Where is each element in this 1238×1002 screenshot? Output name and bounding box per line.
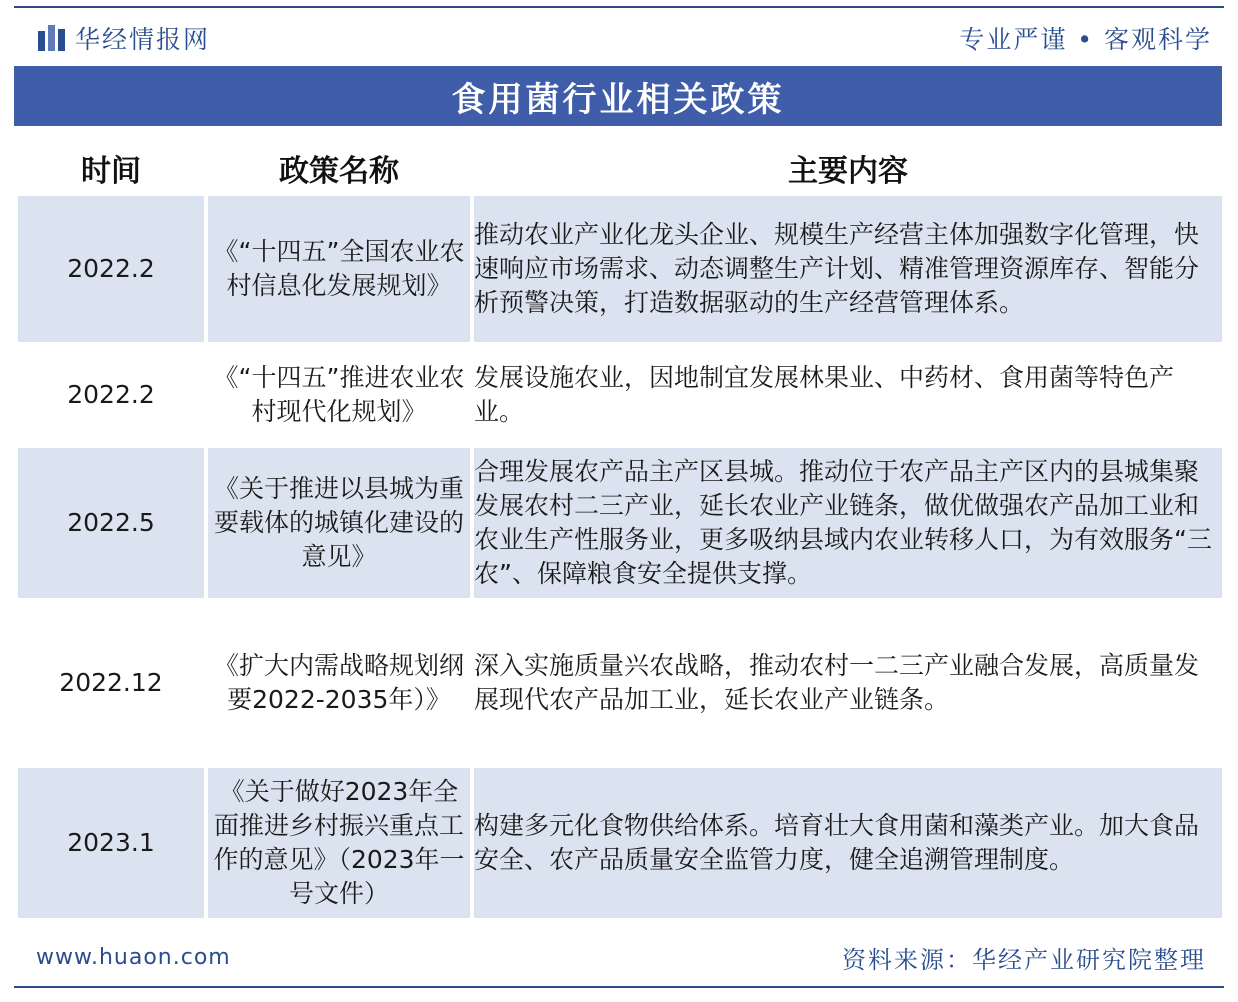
row-time: 2022.12 xyxy=(18,603,204,763)
brand-name: 华经情报网 xyxy=(75,25,211,54)
row-time: 2023.1 xyxy=(18,768,204,918)
table-header-row xyxy=(18,145,1222,191)
row-policy-name: 《扩大内需战略规划纲要2022-2035年）》 xyxy=(208,603,470,763)
row-time: 2022.2 xyxy=(18,347,204,443)
row-time: 2022.2 xyxy=(18,196,204,342)
header-time: 时间 xyxy=(18,145,204,191)
row-policy-name: 《“十四五”推进农业农村现代化规划》 xyxy=(208,347,470,443)
row-content: 发展设施农业，因地制宜发展林果业、中药材、食用菌等特色产业。 xyxy=(474,347,1222,443)
row-content: 构建多元化食物供给体系。培育壮大食用菌和藻类产业。加大食品安全、农产品质量安全监管力度，健全追溯管理制度。 xyxy=(474,768,1222,918)
table-row xyxy=(18,768,1222,918)
table-row xyxy=(18,603,1222,763)
row-content: 推动农业产业化龙头企业、规模生产经营主体加强数字化管理，快速响应市场需求、动态调整生产计划、精准管理资源库存、智能分析预警决策，打造数据驱动的生产经营管理体系。 xyxy=(474,196,1222,342)
header-policy-name: 政策名称 xyxy=(208,145,470,191)
row-content: 合理发展农产品主产区县城。推动位于农产品主产区内的县城集聚发展农村二三产业，延长农业产业链条，做优做强农产品加工业和农业生产性服务业，更多吸纳县域内农业转移人口，为有效服务“三农”、保障粮食安全提供支撑。 xyxy=(474,448,1222,598)
header xyxy=(14,12,1224,64)
row-time: 2022.5 xyxy=(18,448,204,598)
footer-rule xyxy=(14,986,1224,988)
top-rule xyxy=(14,6,1224,8)
header-content: 主要内容 xyxy=(474,145,1222,191)
table-row xyxy=(18,347,1222,443)
row-policy-name: 《“十四五”全国农业农村信息化发展规划》 xyxy=(208,196,470,342)
row-policy-name: 《关于推进以县城为重要载体的城镇化建设的意见》 xyxy=(208,448,470,598)
footer xyxy=(14,934,1224,980)
page-title: 食用菌行业相关政策 xyxy=(14,66,1222,126)
policy-table xyxy=(14,140,1226,923)
row-policy-name: 《关于做好2023年全面推进乡村振兴重点工作的意见》（2023年一号文件） xyxy=(208,768,470,918)
source-note: 资料来源：华经产业研究院整理 xyxy=(842,945,1206,974)
table-row xyxy=(18,196,1222,342)
website-link[interactable]: www.huaon.com xyxy=(36,944,231,970)
slogan: 专业严谨 • 客观科学 xyxy=(959,25,1212,54)
row-content: 深入实施质量兴农战略，推动农村一二三产业融合发展，高质量发展现代农产品加工业，延长农业产业链条。 xyxy=(474,603,1222,763)
brand xyxy=(14,20,210,56)
bars-logo-icon xyxy=(38,25,65,51)
table-row xyxy=(18,448,1222,598)
